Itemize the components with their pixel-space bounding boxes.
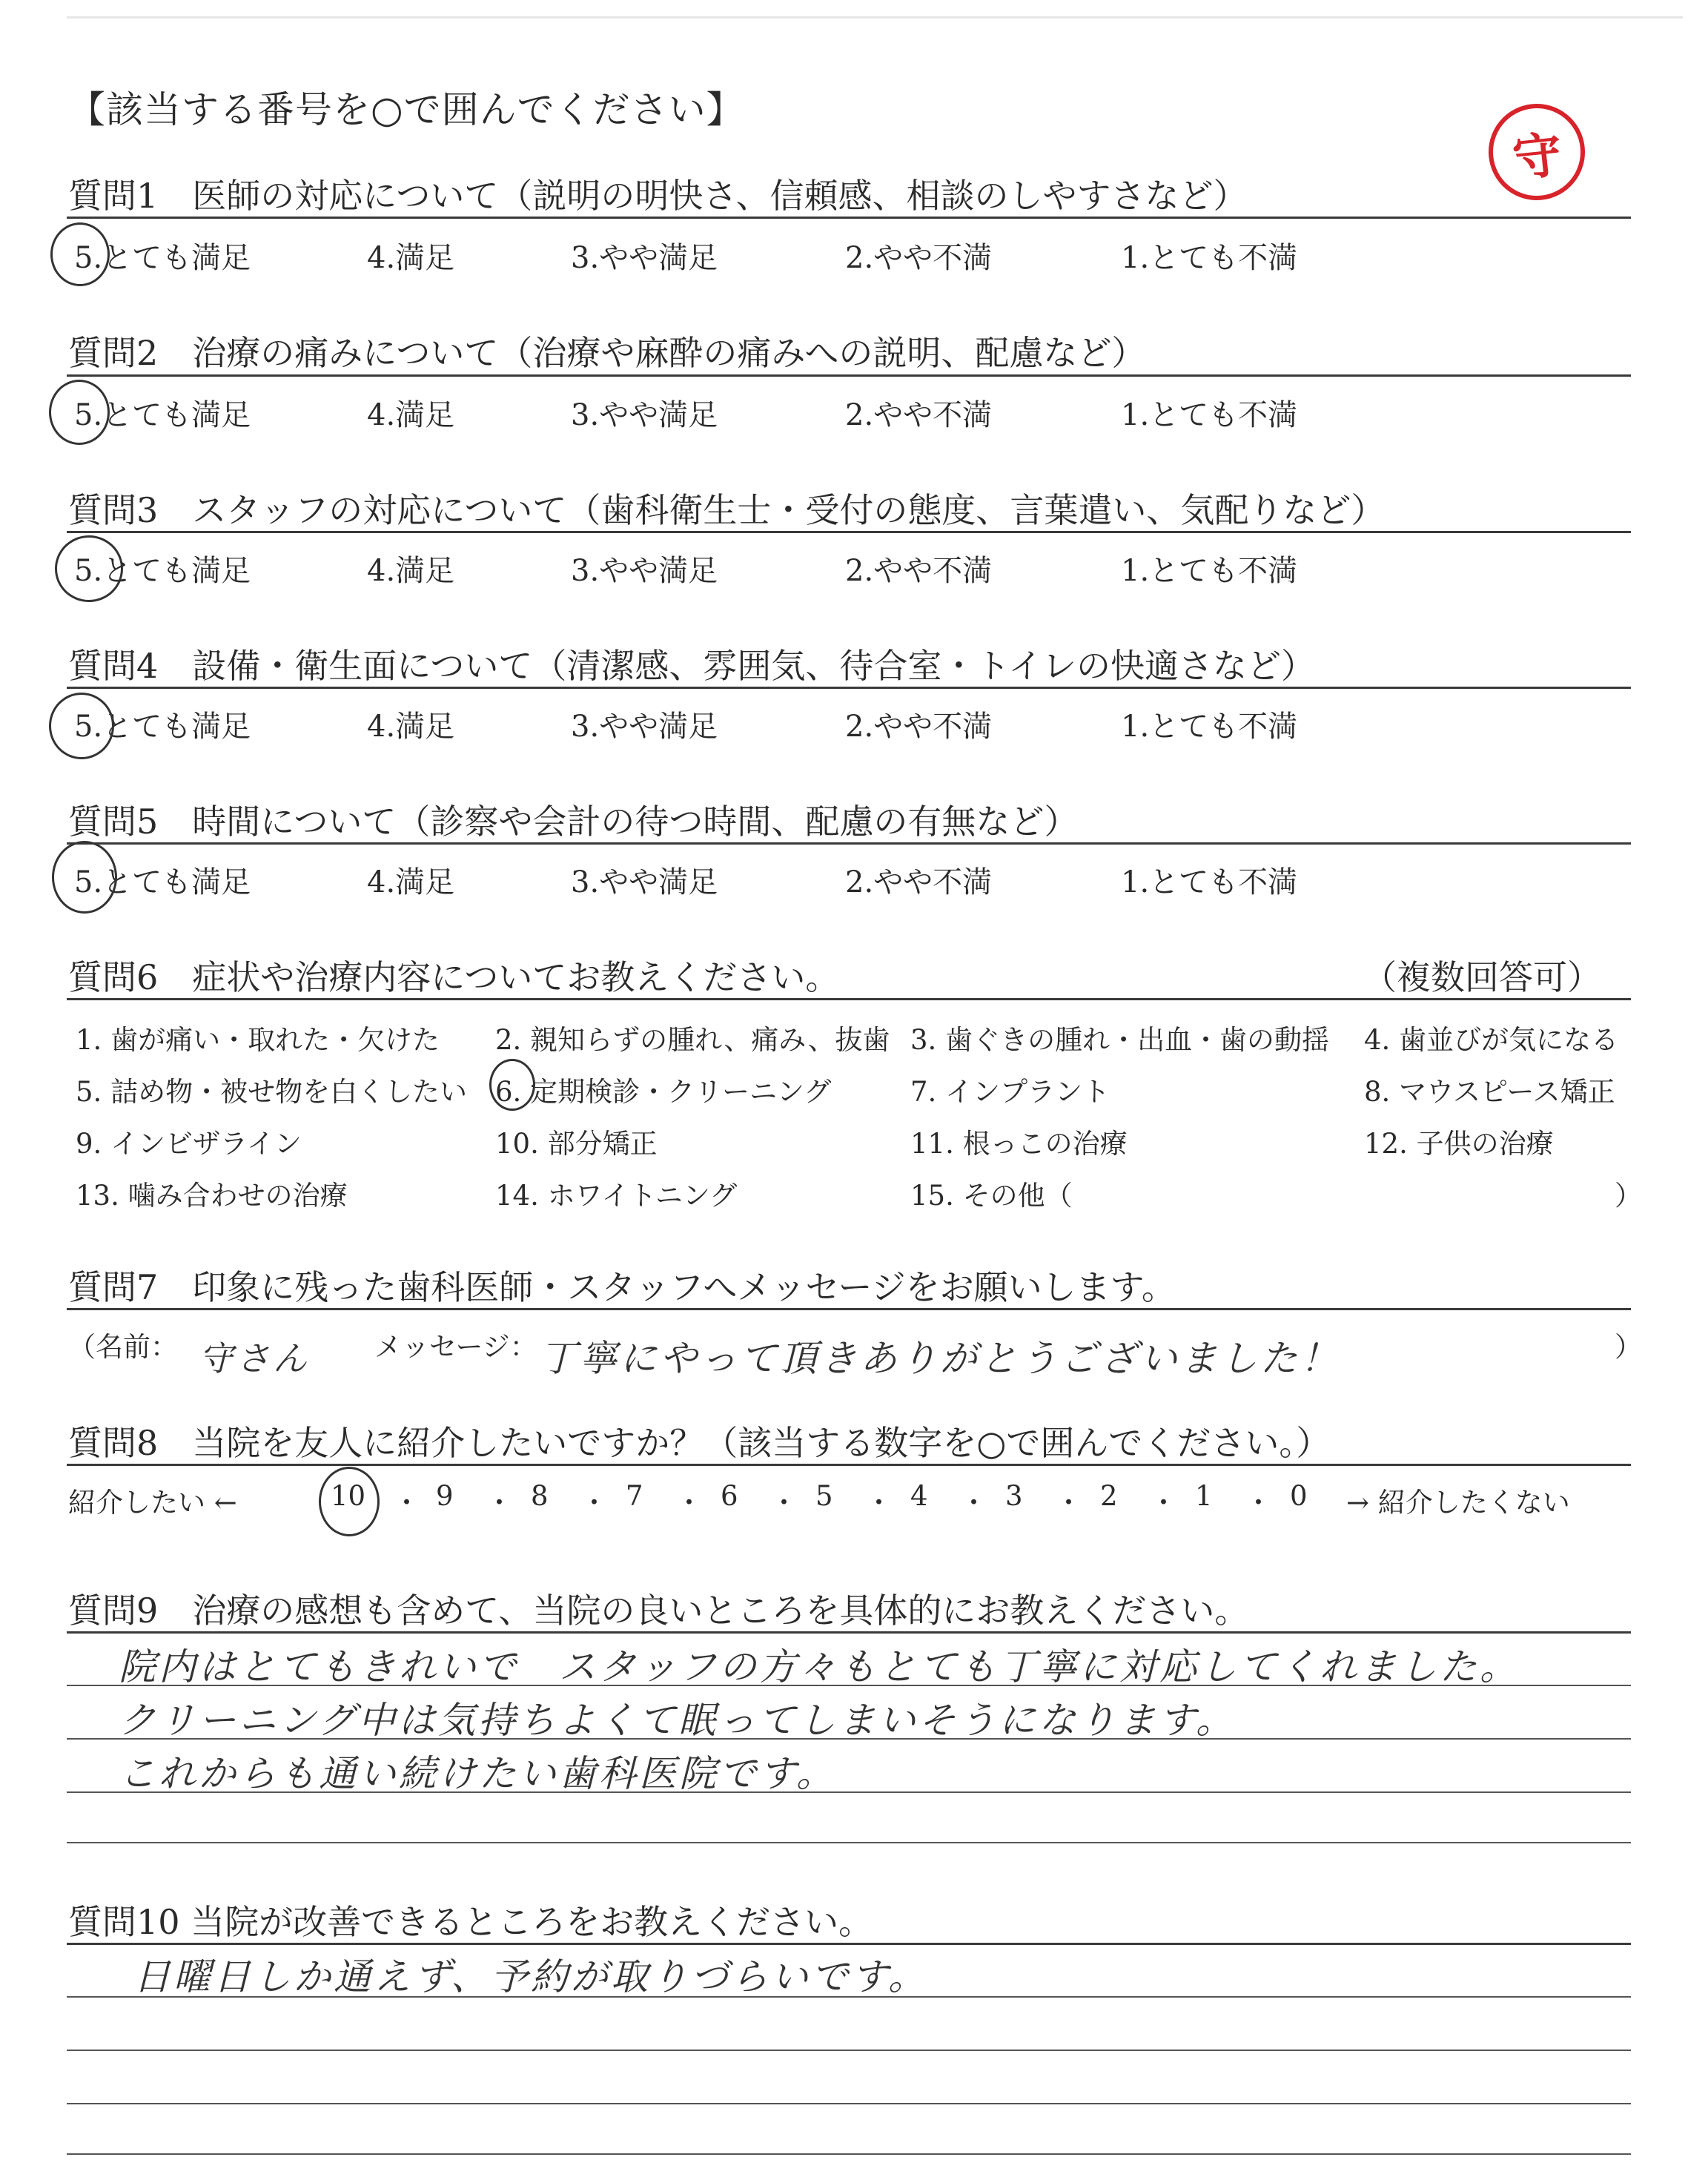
page-edge bbox=[67, 16, 1683, 19]
q6-option-13[interactable]: 13. 噛み合わせの治療 bbox=[76, 1180, 348, 1212]
q7-name-label: （名前： bbox=[68, 1331, 178, 1363]
q8-dot: ・ bbox=[960, 1487, 987, 1519]
q2-option-4[interactable]: 4.満足 bbox=[367, 398, 455, 432]
q3-option-4[interactable]: 4.満足 bbox=[367, 554, 455, 588]
q4-option-4[interactable]: 4.満足 bbox=[367, 710, 455, 744]
q10-answer-line-1[interactable]: 日曜日しか通えず、予約が取りづらいです。 bbox=[133, 1955, 928, 1998]
q8-dot: ・ bbox=[865, 1487, 893, 1519]
q5-title: 質問5 時間について（診察や会計の待つ時間、配慮の有無など） bbox=[68, 802, 1079, 842]
q8-dot: ・ bbox=[1245, 1487, 1272, 1519]
q4-selection-circle bbox=[49, 693, 114, 759]
q8-score-3[interactable]: 3 bbox=[1005, 1480, 1023, 1512]
q6-option-8[interactable]: 8. マウスピース矯正 bbox=[1364, 1076, 1615, 1108]
q9-title: 質問9 治療の感想も含めて、当院の良いところを具体的にお教えください。 bbox=[68, 1591, 1249, 1631]
q1-selection-circle bbox=[50, 222, 110, 286]
q8-title: 質問8 当院を友人に紹介したいですか？（該当する数字を○で囲んでください。） bbox=[68, 1423, 1331, 1463]
q8-score-6[interactable]: 6 bbox=[721, 1480, 738, 1512]
q6-option-4[interactable]: 4. 歯並びが気になる bbox=[1364, 1024, 1619, 1056]
q4-option-3[interactable]: 3.やや満足 bbox=[571, 710, 718, 744]
q9-answer-line-2[interactable]: クリーニング中は気持ちよくて眠ってしまいそうになります。 bbox=[119, 1699, 1236, 1742]
q7-message-label: メッセージ： bbox=[374, 1331, 537, 1363]
q3-option-5[interactable]: 5.とても満足 bbox=[74, 554, 251, 588]
q2-rule bbox=[67, 374, 1631, 377]
q6-rule bbox=[67, 998, 1631, 1000]
q6-title: 質問6 症状や治療内容についてお教えください。 bbox=[68, 957, 840, 997]
q8-dot: ・ bbox=[1150, 1487, 1177, 1519]
q8-score-0[interactable]: 0 bbox=[1290, 1480, 1308, 1512]
q8-score-1[interactable]: 1 bbox=[1195, 1480, 1213, 1512]
q2-option-3[interactable]: 3.やや満足 bbox=[571, 398, 718, 432]
q2-option-5[interactable]: 5.とても満足 bbox=[74, 398, 251, 432]
q4-title: 質問4 設備・衛生面について（清潔感、雰囲気、待合室・トイレの快適さなど） bbox=[68, 646, 1316, 686]
q6-option-14[interactable]: 14. ホワイトニング bbox=[495, 1180, 738, 1212]
q4-option-1[interactable]: 1.とても不満 bbox=[1121, 710, 1298, 744]
q2-selection-circle bbox=[49, 380, 110, 445]
q3-selection-circle bbox=[55, 535, 123, 602]
q3-option-2[interactable]: 2.やや不満 bbox=[845, 554, 993, 588]
q7-rule bbox=[67, 1308, 1631, 1310]
q5-option-1[interactable]: 1.とても不満 bbox=[1121, 865, 1298, 899]
q6-option-11[interactable]: 11. 根っこの治療 bbox=[910, 1128, 1128, 1160]
q8-score-8[interactable]: 8 bbox=[531, 1480, 549, 1512]
q8-dot: ・ bbox=[393, 1487, 420, 1519]
q6-option-9[interactable]: 9. インビザライン bbox=[76, 1128, 302, 1160]
q10-rule bbox=[67, 1943, 1631, 1945]
q10-line-3 bbox=[67, 2103, 1631, 2104]
q5-option-2[interactable]: 2.やや不満 bbox=[845, 865, 993, 899]
q8-score-7[interactable]: 7 bbox=[626, 1480, 643, 1512]
q5-option-3[interactable]: 3.やや満足 bbox=[571, 865, 718, 899]
q6-option-5[interactable]: 5. 詰め物・被せ物を白くしたい bbox=[76, 1076, 468, 1108]
q5-option-5[interactable]: 5.とても満足 bbox=[74, 865, 251, 899]
q8-left-label: 紹介したい ← bbox=[68, 1487, 237, 1519]
q8-rule bbox=[67, 1464, 1631, 1466]
q6-option-3[interactable]: 3. 歯ぐきの腫れ・出血・歯の動揺 bbox=[910, 1024, 1330, 1056]
q4-rule bbox=[67, 687, 1631, 689]
q8-dot: ・ bbox=[486, 1487, 513, 1519]
q1-title: 質問1 医師の対応について（説明の明快さ、信頼感、相談のしやすさなど） bbox=[68, 176, 1248, 216]
q7-message-value[interactable]: 丁寧にやって頂きありがとうございました！ bbox=[540, 1337, 1340, 1380]
q5-selection-circle bbox=[52, 841, 117, 914]
q9-answer-line-1[interactable]: 院内はとてもきれいで スタッフの方々もとても丁寧に対応してくれました。 bbox=[119, 1645, 1520, 1688]
q1-option-2[interactable]: 2.やや不満 bbox=[845, 241, 993, 275]
q3-option-1[interactable]: 1.とても不満 bbox=[1121, 554, 1298, 588]
q8-score-2[interactable]: 2 bbox=[1100, 1480, 1118, 1512]
q8-dot: ・ bbox=[1055, 1487, 1082, 1519]
q1-rule bbox=[67, 217, 1631, 219]
q3-title: 質問3 スタッフの対応について（歯科衛生士・受付の態度、言葉遣い、気配りなど） bbox=[68, 490, 1386, 530]
q2-title: 質問2 治療の痛みについて（治療や麻酔の痛みへの説明、配慮など） bbox=[68, 333, 1146, 373]
q6-option-12[interactable]: 12. 子供の治療 bbox=[1364, 1128, 1554, 1160]
q8-dot: ・ bbox=[675, 1487, 703, 1519]
q8-score-10[interactable]: 10 bbox=[331, 1480, 366, 1512]
q9-rule bbox=[67, 1631, 1631, 1634]
q4-option-5[interactable]: 5.とても満足 bbox=[74, 710, 251, 744]
q1-option-1[interactable]: 1.とても不満 bbox=[1121, 241, 1298, 275]
q8-score-4[interactable]: 4 bbox=[910, 1480, 928, 1512]
q1-option-5[interactable]: 5.とても満足 bbox=[74, 241, 251, 275]
q7-close: ） bbox=[1615, 1331, 1642, 1363]
q10-title: 質問10 当院が改善できるところをお教えください。 bbox=[68, 1902, 873, 1942]
q6-option-15-close: ） bbox=[1615, 1180, 1642, 1212]
q6-option-7[interactable]: 7. インプラント bbox=[910, 1076, 1110, 1108]
q10-line-2 bbox=[67, 2050, 1631, 2051]
q2-option-2[interactable]: 2.やや不満 bbox=[845, 398, 993, 432]
q3-rule bbox=[67, 531, 1631, 533]
q6-option-6[interactable]: 6. 定期検診・クリーニング bbox=[495, 1076, 832, 1108]
q5-option-4[interactable]: 4.満足 bbox=[367, 865, 455, 899]
q7-name-value[interactable]: 守さん bbox=[199, 1338, 310, 1378]
q8-selection-circle bbox=[319, 1467, 380, 1536]
q10-line-4 bbox=[67, 2153, 1631, 2155]
q9-answer-line-3[interactable]: これからも通い続けたい歯科医院です。 bbox=[119, 1752, 836, 1795]
q8-right-label: → 紹介したくない bbox=[1346, 1487, 1570, 1519]
q6-option-10[interactable]: 10. 部分矯正 bbox=[495, 1128, 658, 1160]
q2-option-1[interactable]: 1.とても不満 bbox=[1121, 398, 1298, 432]
q6-option-2[interactable]: 2. 親知らずの腫れ、痛み、抜歯 bbox=[495, 1024, 890, 1056]
q8-dot: ・ bbox=[580, 1487, 608, 1519]
q3-option-3[interactable]: 3.やや満足 bbox=[571, 554, 718, 588]
q9-line-4 bbox=[67, 1842, 1631, 1843]
seal-stamp: 守 bbox=[1484, 99, 1590, 205]
q8-dot: ・ bbox=[770, 1487, 798, 1519]
q5-rule bbox=[67, 842, 1631, 845]
q1-option-4[interactable]: 4.満足 bbox=[367, 241, 455, 275]
q6-note: （複数回答可） bbox=[1363, 957, 1601, 997]
q6-selection-circle bbox=[489, 1059, 535, 1111]
page-title: 【該当する番号を○で囲んでください】 bbox=[68, 88, 744, 131]
q6-option-15[interactable]: 15. その他（ bbox=[910, 1180, 1073, 1212]
q7-title: 質問7 印象に残った歯科医師・スタッフへメッセージをお願いします。 bbox=[68, 1267, 1176, 1307]
q1-option-3[interactable]: 3.やや満足 bbox=[571, 241, 718, 275]
q8-score-5[interactable]: 5 bbox=[815, 1480, 833, 1512]
q4-option-2[interactable]: 2.やや不満 bbox=[845, 710, 993, 744]
q8-score-9[interactable]: 9 bbox=[436, 1480, 454, 1512]
q6-option-1[interactable]: 1. 歯が痛い・取れた・欠けた bbox=[76, 1024, 440, 1056]
